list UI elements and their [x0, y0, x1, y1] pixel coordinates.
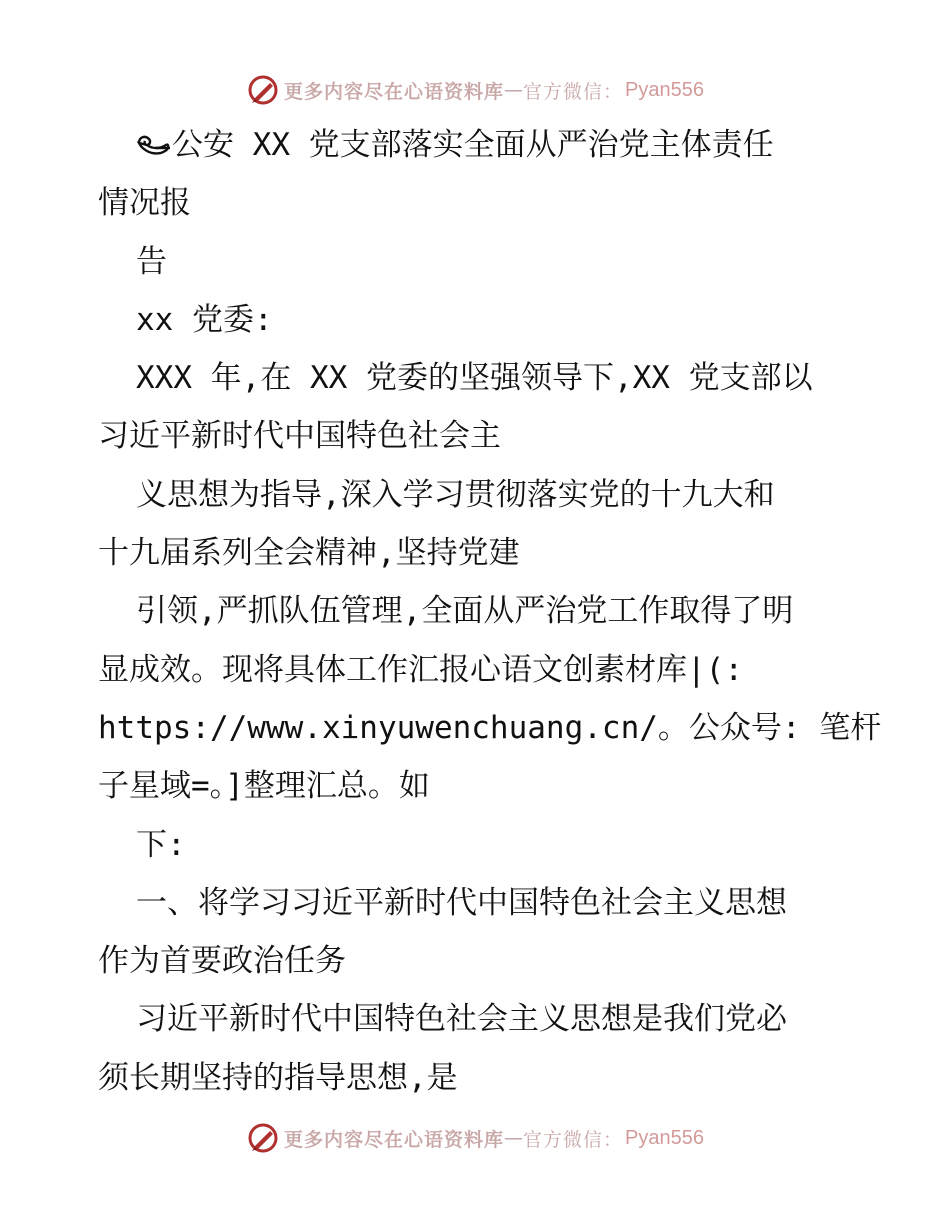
doc-line: 情况报	[98, 185, 191, 222]
footer-banner	[0, 1118, 950, 1158]
doc-url-line: https://www.xinyuwenchuang.cn/。公众号: 笔杆	[98, 709, 882, 746]
banner-wechat-id: Pyan556	[625, 78, 704, 101]
brush-pen-circle-icon	[246, 73, 280, 107]
doc-title-text: 公安 XX 党支部落实全面从严治党主体责任	[172, 127, 774, 163]
doc-title-line	[98, 116, 858, 174]
doc-section-heading: 作为首要政治任务	[98, 943, 346, 980]
doc-line: 告	[136, 243, 167, 280]
doc-line: 习近平新时代中国特色社会主义思想是我们党必	[136, 1001, 787, 1038]
banner-official-label: 官方微信：	[523, 80, 624, 103]
doc-line: XXX 年,在 XX 党委的坚强领导下,XX 党支部以	[136, 360, 813, 397]
banner-official-label: 官方微信：	[523, 1128, 624, 1151]
banner-separator: —	[504, 79, 524, 101]
banner-site-text: 更多内容尽在心语资料库	[284, 80, 505, 103]
banner-separator: —	[504, 1127, 524, 1149]
doc-line: 习近平新时代中国特色社会主	[98, 418, 501, 455]
header-banner	[0, 70, 950, 110]
doc-line: 引领,严抓队伍管理,全面从严治党工作取得了明	[136, 593, 794, 630]
doc-line: 义思想为指导,深入学习贯彻落实党的十九大和	[136, 476, 775, 513]
banner-wechat-id: Pyan556	[625, 1126, 704, 1149]
doc-line: 下:	[136, 826, 186, 863]
doc-line: 子星域=。]整理汇总。如	[98, 768, 430, 805]
brush-pen-circle-icon	[246, 1121, 280, 1155]
doc-line: 显成效。现将具体工作汇报心语文创素材库|(:	[98, 651, 743, 688]
banner-site-text: 更多内容尽在心语资料库	[284, 1128, 505, 1151]
hand-pointing-icon	[136, 129, 172, 159]
doc-section-heading: 一、将学习习近平新时代中国特色社会主义思想	[136, 884, 787, 921]
document-body	[98, 116, 882, 1107]
doc-line: 须长期坚持的指导思想,是	[98, 1059, 458, 1096]
doc-salutation: xx 党委:	[136, 301, 273, 338]
doc-line: 十九届系列全会精神,坚持党建	[98, 535, 520, 572]
